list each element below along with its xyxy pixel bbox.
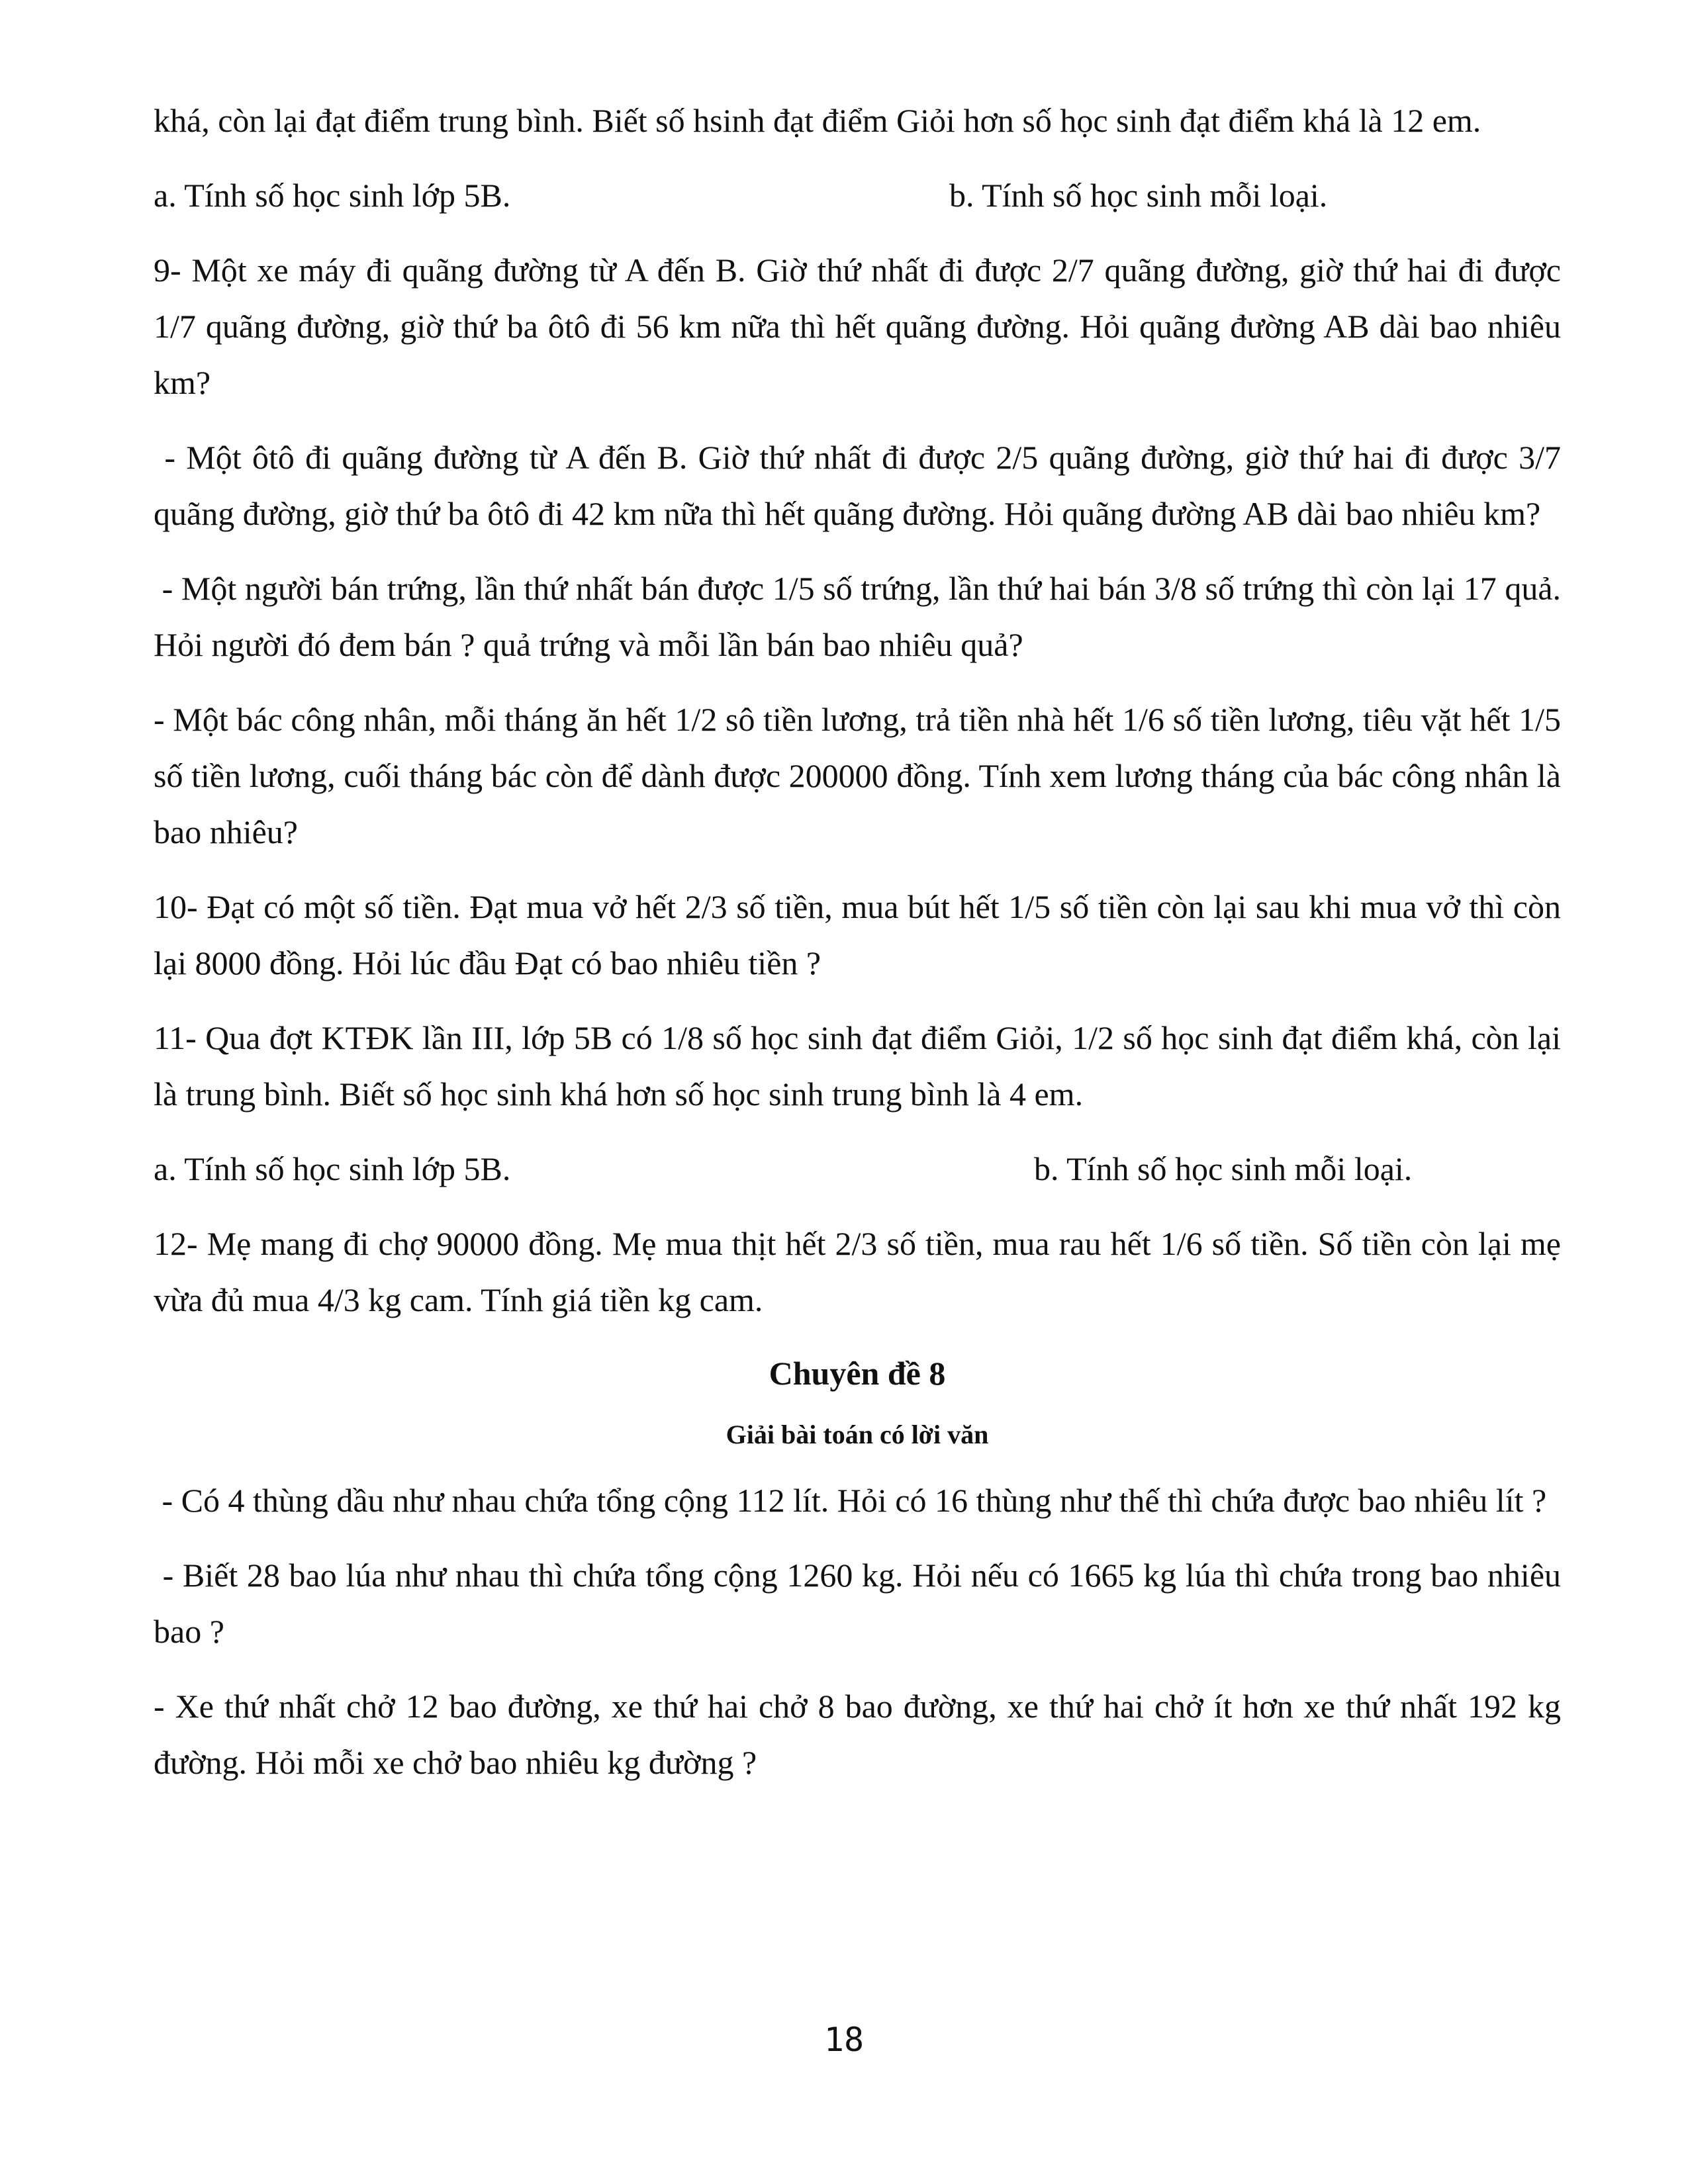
problem-11: 11- Qua đợt KTĐK lần III, lớp 5B có 1/8 số học sinh đạt điểm Giỏi, 1/2 số học sinh đạt điểm khá, còn lại là trung bình. Biết số học sinh khá hơn số học sinh trung bình là 4 em. — [154, 1019, 1561, 1113]
problem-11-option-b: b. Tính số học sinh mỗi loại. — [1034, 1150, 1413, 1187]
problem-11-option-a: a. Tính số học sinh lớp 5B. — [154, 1150, 511, 1187]
problem-9-variant-eggs: - Một người bán trứng, lần thứ nhất bán được 1/5 số trứng, lần thứ hai bán 3/8 số trứng thì còn lại 17 quả. Hỏi người đó đem bán ? quả trứng và mỗi lần bán bao nhiêu quả? — [154, 570, 1570, 663]
problem-12: 12- Mẹ mang đi chợ 90000 đồng. Mẹ mua thịt hết 2/3 số tiền, mua rau hết 1/6 số tiền. Số tiền còn lại mẹ vừa đủ mua 4/3 kg cam. Tính giá tiền kg cam. — [154, 1225, 1561, 1318]
exercise-sugar-trucks: - Xe thứ nhất chở 12 bao đường, xe thứ hai chở 8 bao đường, xe thứ hai chở ít hơn xe thứ nhất 192 kg đường. Hỏi mỗi xe chở bao nhiêu kg đường ? — [154, 1688, 1561, 1781]
page-number: 18 — [823, 2021, 865, 2059]
problem-11-options — [154, 1141, 1561, 1197]
problem-10: 10- Đạt có một số tiền. Đạt mua vở hết 2/3 số tiền, mua bút hết 1/5 số tiền còn lại sau khi mua vở thì còn lại 8000 đồng. Hỏi lúc đầu Đạt có bao nhiêu tiền ? — [154, 888, 1561, 981]
intro-option-b: b. Tính số học sinh mỗi loại. — [949, 177, 1328, 214]
section-title: Chuyên đề 8 — [769, 1355, 946, 1392]
intro-paragraph: khá, còn lại đạt điểm trung bình. Biết số hsinh đạt điểm Giỏi hơn số học sinh đạt điểm khá là 12 em. — [154, 102, 1481, 139]
exercise-oil-barrels: - Có 4 thùng dầu như nhau chứa tổng cộng 112 lít. Hỏi có 16 thùng như thế thì chứa được bao nhiêu lít ? — [154, 1482, 1547, 1519]
problem-9: 9- Một xe máy đi quãng đường từ A đến B. Giờ thứ nhất đi được 2/7 quãng đường, giờ thứ hai đi được 1/7 quãng đường, giờ thứ ba ôtô đi 56 km nữa thì hết quãng đường. Hỏi quãng đường AB dài bao nhiêu km? — [154, 251, 1561, 401]
section-subtitle: Giải bài toán có lời văn — [726, 1420, 989, 1449]
intro-option-a: a. Tính số học sinh lớp 5B. — [154, 177, 511, 214]
document-page — [154, 93, 1570, 1809]
exercise-rice-bags: - Biết 28 bao lúa như nhau thì chứa tổng cộng 1260 kg. Hỏi nếu có 1665 kg lúa thì chứa trong bao nhiêu bao ? — [154, 1557, 1570, 1650]
problem-9-variant-car: - Một ôtô đi quãng đường từ A đến B. Giờ thứ nhất đi được 2/5 quãng đường, giờ thứ hai đi được 3/7 quãng đường, giờ thứ ba ôtô đi 42 km nữa thì hết quãng đường. Hỏi quãng đường AB dài bao nhiêu km? — [154, 439, 1570, 532]
intro-options — [154, 167, 1561, 224]
problem-9-variant-salary: - Một bác công nhân, mỗi tháng ăn hết 1/2 sô tiền lương, trả tiền nhà hết 1/6 số tiền lương, tiêu vặt hết 1/5 số tiền lương, cuối tháng bác còn để dành được 200000 đồng. Tính xem lương tháng của bác công nhân là bao nhiêu? — [154, 701, 1561, 850]
